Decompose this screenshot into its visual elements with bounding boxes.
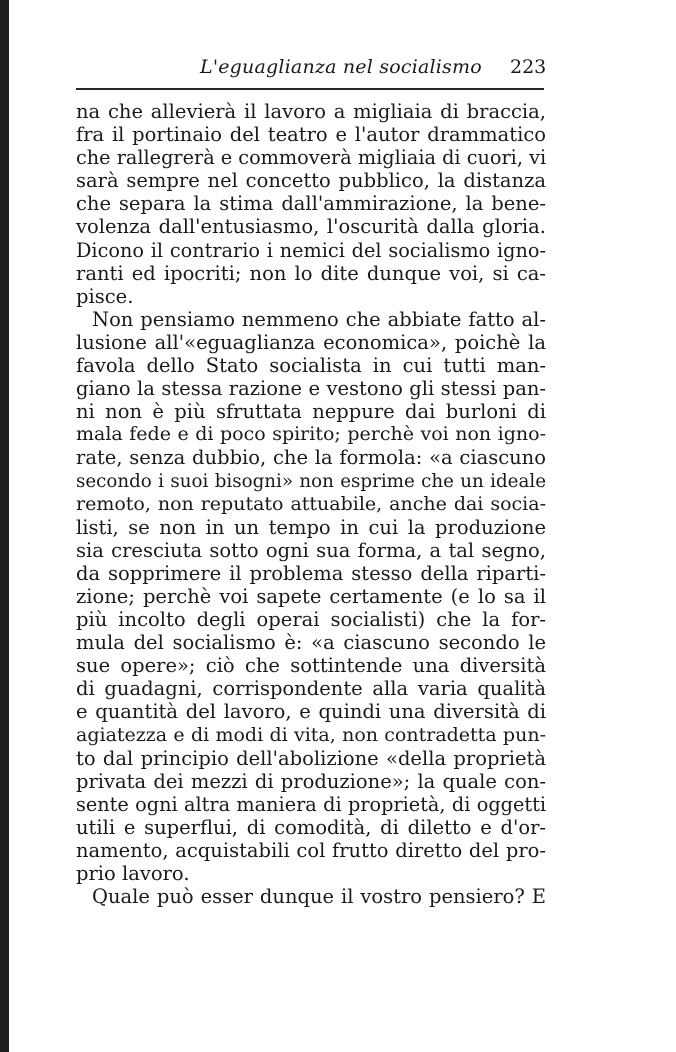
text-line: favola dello Stato socialista in cui tutti man-: [76, 354, 546, 378]
text-line: lusione all'«eguaglianza economica», poichè la: [76, 330, 546, 354]
text-line: utili e superflui, di comodità, di diletto e d'or-: [76, 815, 546, 839]
text-line: to dal principio dell'abolizione «della proprietà: [76, 746, 546, 770]
text-line: di guadagni, corrispondente alla varia qualità: [76, 677, 546, 701]
text-line: rate, senza dubbio, che la formola: «a ciascuno: [76, 446, 546, 470]
text-line: listi, se non in un tempo in cui la produzione: [76, 515, 546, 539]
text-line: da sopprimere il problema stesso della riparti-: [76, 561, 546, 585]
header-rule: [76, 88, 544, 90]
text-line: zione; perchè voi sapete certamente (e lo sa il: [76, 584, 546, 608]
text-line: che rallegrerà e commoverà migliaia di cuori, vi: [76, 146, 547, 170]
text-line: giano la stessa razione e vestono gli stessi pan-: [76, 377, 546, 401]
text-line: fra il portinaio del teatro e l'autor drammatico: [76, 123, 546, 147]
text-line: Dicono il contrario i nemici del socialismo igno-: [76, 238, 546, 262]
paragraph-first-line: Quale può esser dunque il vostro pensiero? E: [92, 885, 546, 909]
text-line: sia cresciuta sotto ogni sua forma, a tal segno,: [76, 538, 546, 562]
running-header-title: L'eguaglianza nel socialismo: [200, 56, 482, 78]
text-line: e quantità del lavoro, e quindi una diversità di: [76, 700, 546, 724]
text-line: na che allevierà il lavoro a migliaia di braccia,: [76, 100, 546, 123]
text-line: namento, acquistabili col frutto diretto del pro-: [76, 839, 546, 862]
text-line: ni non è più sfruttata neppure dai burloni di: [76, 400, 546, 424]
text-line: agiatezza e di modi di vita, non contradetta pun-: [76, 723, 546, 746]
text-line: mala fede e di poco spirito; perchè voi non igno-: [76, 423, 546, 446]
text-line: sarà sempre nel concetto pubblico, la distanza: [76, 169, 546, 193]
text-line: prio lavoro.: [76, 862, 190, 886]
text-line: remoto, non reputato attuabile, anche dai socia-: [76, 492, 546, 515]
paragraph-first-line: Non pensiamo nemmeno che abbiate fatto al-: [92, 307, 546, 331]
text-line: ranti ed ipocriti; non lo dite dunque voi, si ca-: [76, 261, 546, 285]
text-line: mula del socialismo è: «a ciascuno secondo le: [76, 631, 546, 655]
text-line: pisce.: [76, 284, 134, 308]
text-line: sue opere»; ciò che sottintende una diversità: [76, 654, 546, 678]
text-line: più incolto degli operai socialisti) che la for-: [76, 608, 546, 632]
body-text: [76, 100, 546, 908]
page-number: 223: [510, 56, 547, 78]
text-line: secondo i suoi bisogni» non esprime che un ideale: [76, 470, 546, 492]
text-line: sente ogni altra maniera di proprietà, di oggetti: [76, 792, 546, 816]
text-line: volenza dall'entusiasmo, l'oscurità dalla gloria.: [76, 215, 546, 239]
text-line: privata dei mezzi di produzione»; la quale con-: [76, 769, 546, 793]
page-binding-edge: [0, 0, 9, 1052]
text-line: che separa la stima dall'ammirazione, la bene-: [76, 192, 546, 216]
